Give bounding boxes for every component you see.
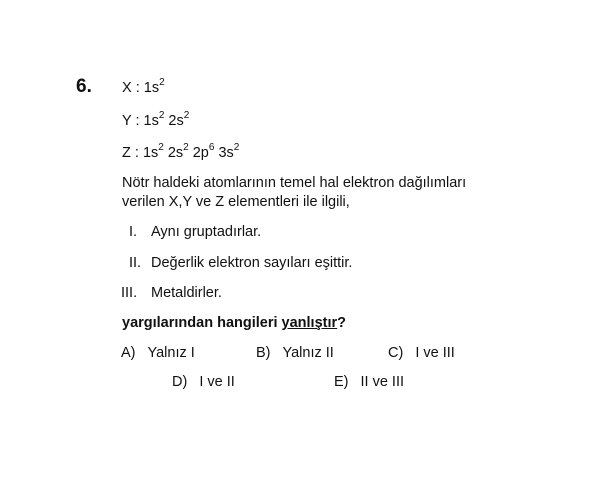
statement-number: I.: [129, 224, 138, 240]
config-label: Z :: [122, 145, 143, 161]
ask-suffix: ?: [337, 315, 347, 331]
question-stem-line2: verilen X,Y ve Z elementleri ile ilgili,: [122, 194, 350, 210]
config-label: X :: [122, 80, 144, 96]
ask-prefix: yargılarından hangileri: [122, 315, 282, 331]
option-text: Yalnız II: [282, 345, 334, 361]
question-number: 6.: [76, 76, 92, 97]
option-a[interactable]: [121, 345, 195, 361]
statement-text: Değerlik elektron sayıları eşittir.: [151, 255, 353, 271]
config-term: $2p^6$: [192, 142, 215, 161]
config-term: $1s^2$: [143, 110, 165, 129]
option-text: II ve III: [360, 374, 405, 390]
option-letter: A): [121, 345, 136, 361]
ask-emphasis: yanlıştır: [281, 315, 338, 331]
option-text: I ve III: [415, 345, 455, 361]
statement-2: [129, 255, 352, 271]
statement-1: [129, 224, 261, 240]
option-letter: D): [172, 374, 188, 390]
option-text: Yalnız I: [147, 345, 195, 361]
config-term: $3s^2$: [218, 142, 240, 161]
option-b[interactable]: [256, 345, 334, 361]
option-c[interactable]: [388, 345, 455, 361]
statement-number: II.: [129, 255, 142, 271]
config-y: [122, 110, 193, 129]
option-letter: C): [388, 345, 404, 361]
statement-3: [121, 285, 222, 301]
config-z: [122, 142, 243, 161]
config-term: $1s^2$: [143, 77, 165, 96]
option-letter: B): [256, 345, 271, 361]
config-term: $1s^2$: [142, 142, 164, 161]
statement-text: Metaldirler.: [151, 285, 222, 301]
question-stem-line1: Nötr haldeki atomlarının temel hal elektron dağılımları: [122, 175, 467, 191]
option-e[interactable]: [334, 374, 404, 390]
option-letter: E): [334, 374, 349, 390]
config-term: $2s^2$: [168, 110, 190, 129]
option-text: I ve II: [199, 374, 235, 390]
config-term: $2s^2$: [167, 142, 189, 161]
option-d[interactable]: [172, 374, 235, 390]
statement-number: III.: [121, 285, 138, 301]
statement-text: Aynı gruptadırlar.: [151, 224, 262, 240]
question-ask: [122, 315, 346, 331]
config-x: [122, 77, 169, 96]
config-label: Y :: [122, 113, 144, 129]
